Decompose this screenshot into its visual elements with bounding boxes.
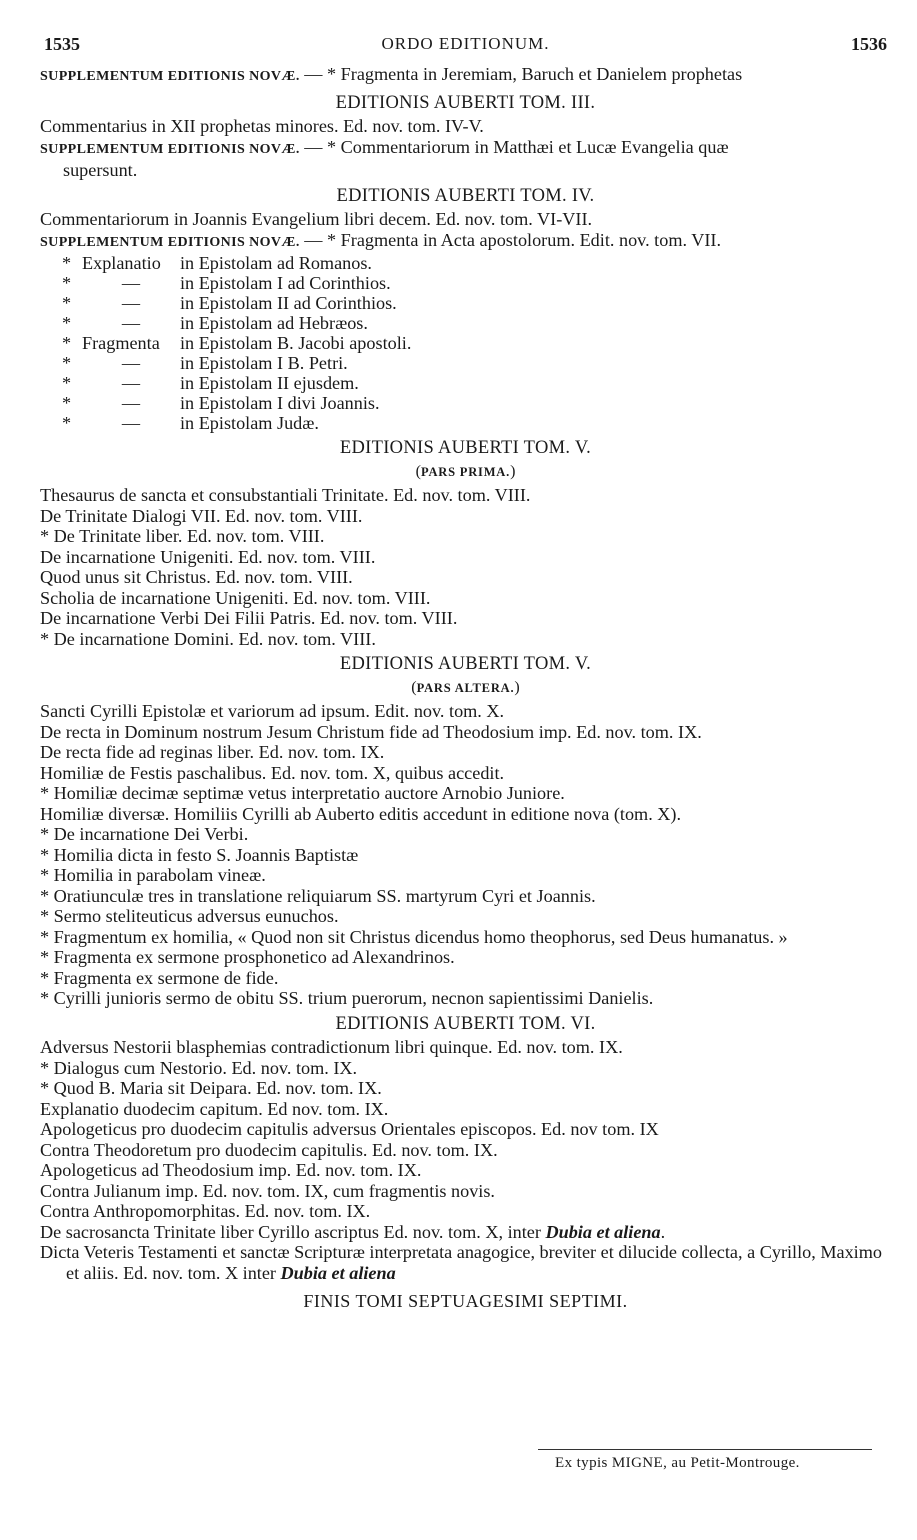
list-item: * — in Epistolam I ad Corinthios. [62, 273, 391, 293]
entry: Contra Theodoretum pro duodecim capitulis. Ed. nov. tom. IX. [40, 1139, 498, 1160]
supplement-continuation: supersunt. [63, 160, 138, 180]
entry: * De incarnatione Dei Verbi. [40, 824, 249, 844]
list-item: * — in Epistolam Judæ. [62, 413, 319, 433]
list-item: * Fragmenta in Epistolam B. Jacobi apostoli. [62, 333, 412, 353]
entry: Adversus Nestorii blasphemias contradictionum libri quinque. Ed. nov. tom. IX. [40, 1037, 623, 1057]
entry: * Sermo steliteuticus adversus eunuchos. [40, 906, 339, 926]
page-body [40, 64, 891, 1312]
page-header [44, 34, 887, 60]
section-heading-tom5-prima: EDITIONIS AUBERTI TOM. V. [339, 438, 592, 458]
section-subheading: (PARS ALTERA.) [411, 678, 520, 696]
entry: * Fragmenta ex sermone de fide. [40, 967, 279, 988]
entry: * Homiliæ decimæ septimæ vetus interpretatio auctore Arnobio Juniore. [40, 783, 565, 803]
entry: * De incarnatione Domini. Ed. nov. tom. VIII. [40, 628, 376, 649]
entry: De Trinitate Dialogi VII. Ed. nov. tom. VIII. [40, 505, 363, 526]
list-item: * — in Epistolam II ad Corinthios. [62, 293, 397, 313]
entry: * Fragmenta ex sermone prosphonetico ad Alexandrinos. [40, 947, 455, 967]
entry: Commentarius in XII prophetas minores. Ed. nov. tom. IV-V. [40, 116, 484, 136]
section-heading-tom3: EDITIONIS AUBERTI TOM. III. [335, 92, 596, 113]
entry: * Fragmentum ex homilia, « Quod non sit Christus dicendus homo theophorus, sed Deus humanatus. » [40, 926, 788, 947]
entry: Contra Anthropomorphitas. Ed. nov. tom. IX. [40, 1201, 371, 1221]
entry: Dicta Veteris Testamenti et sanctæ Scripturæ interpretata anagogice, breviter et dilucide collecta, a Cyrillo, Maximo et aliis. Ed. nov. tom. X inter Dubia et aliena [40, 1242, 882, 1283]
entry: De incarnatione Verbi Dei Filii Patris. Ed. nov. tom. VIII. [40, 608, 458, 628]
list-item: * Explanatio in Epistolam ad Romanos. [62, 253, 372, 273]
list-item: * — in Epistolam ad Hebræos. [62, 313, 368, 333]
entry: Explanatio duodecim capitum. Ed nov. tom. IX. [40, 1098, 389, 1119]
list-item: * — in Epistolam I divi Joannis. [62, 393, 380, 413]
page-number-right: 1536 [851, 34, 887, 54]
supplement-line: SUPPLEMENTUM EDITIONIS NOVÆ. — * Fragmenta in Acta apostolorum. Edit. nov. tom. VII. [40, 229, 722, 250]
entry: Apologeticus ad Theodosium imp. Ed. nov. tom. IX. [40, 1160, 422, 1180]
printer-imprint: Ex typis MIGNE, au Petit-Montrouge. [555, 1455, 800, 1471]
section-subheading: (PARS PRIMA.) [415, 462, 516, 480]
entry: De recta fide ad reginas liber. Ed. nov. tom. IX. [40, 742, 385, 762]
entry: Homiliæ diversæ. Homiliis Cyrilli ab Auberto editis accedunt in editione nova (tom. X). [40, 803, 682, 824]
entry: Thesaurus de sancta et consubstantiali Trinitate. Ed. nov. tom. VIII. [40, 485, 531, 505]
section-heading-tom6: EDITIONIS AUBERTI TOM. VI. [335, 1013, 596, 1034]
entry: De recta in Dominum nostrum Jesum Christum fide ad Theodosium imp. Ed. nov. tom. IX. [40, 721, 702, 742]
entry: * Oratiunculæ tres in translatione reliquiarum SS. martyrum Cyri et Joannis. [40, 885, 596, 906]
entry: * Quod B. Maria sit Deipara. Ed. nov. tom. IX. [40, 1078, 382, 1098]
entry: * De Trinitate liber. Ed. nov. tom. VIII. [40, 526, 325, 546]
entry: Commentariorum in Joannis Evangelium libri decem. Ed. nov. tom. VI-VII. [40, 209, 593, 229]
entry: * Homilia dicta in festo S. Joannis Baptistæ [40, 844, 359, 865]
footer-rule [538, 1449, 872, 1450]
entry: * Homilia in parabolam vineæ. [40, 865, 266, 885]
epistle-list [40, 253, 891, 433]
entry: De incarnatione Unigeniti. Ed. nov. tom. VIII. [40, 546, 376, 567]
entry: Apologeticus pro duodecim capitulis adversus Orientales episcopos. Ed. nov tom. IX [40, 1119, 659, 1139]
intro-supplement: SUPPLEMENTUM EDITIONIS NOVÆ. — * Fragmenta in Jeremiam, Baruch et Danielem prophetas [40, 64, 743, 84]
entry: Contra Julianum imp. Ed. nov. tom. IX, cum fragmentis novis. [40, 1180, 495, 1201]
finis-line: FINIS TOMI SEPTUAGESIMI SEPTIMI. [303, 1291, 628, 1311]
running-title: ORDO EDITIONUM. [381, 34, 550, 53]
entry: Sancti Cyrilli Epistolæ et variorum ad ipsum. Edit. nov. tom. X. [40, 701, 505, 721]
list-item: * — in Epistolam II ejusdem. [62, 373, 359, 393]
entry: De sacrosancta Trinitate liber Cyrillo ascriptus Ed. nov. tom. X, inter Dubia et aliena. [40, 1221, 666, 1242]
entry: * Dialogus cum Nestorio. Ed. nov. tom. IX. [40, 1057, 358, 1078]
supplement-line: SUPPLEMENTUM EDITIONIS NOVÆ. — * Commentariorum in Matthæi et Lucæ Evangelia quæ [40, 136, 729, 157]
page-number-left: 1535 [44, 34, 80, 54]
list-item: * — in Epistolam I B. Petri. [62, 353, 348, 373]
entry: Scholia de incarnatione Unigeniti. Ed. nov. tom. VIII. [40, 587, 431, 608]
section-heading-tom5-altera: EDITIONIS AUBERTI TOM. V. [339, 654, 592, 674]
entry: * Cyrilli junioris sermo de obitu SS. trium puerorum, necnon sapientissimi Danielis. [40, 988, 654, 1008]
entry: Homiliæ de Festis paschalibus. Ed. nov. tom. X, quibus accedit. [40, 762, 505, 783]
entry: Quod unus sit Christus. Ed. nov. tom. VIII. [40, 567, 353, 587]
section-heading-tom4: EDITIONIS AUBERTI TOM. IV. [336, 185, 595, 206]
